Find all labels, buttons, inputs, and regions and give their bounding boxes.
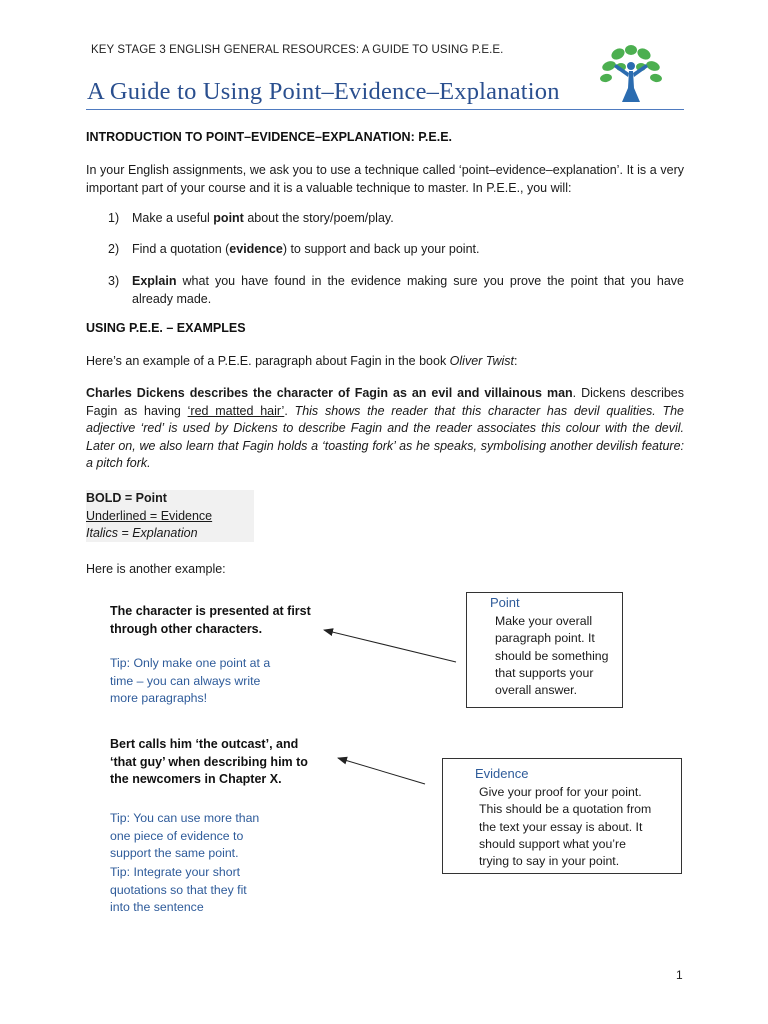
box-line: that supports your	[495, 665, 594, 680]
example-explanation: This shows the reader that this character has devil qualities. The adjective ‘red’ is used by Dickens to describe Fagin and the reader associates this colour with the devil. Later on, we also learn that Fagin holds a ‘toasting fork’ as he speaks, symbolising another devilish feature: a pitch fork.	[86, 403, 684, 470]
point-box-title: Point	[490, 595, 520, 610]
list-number: 1)	[108, 211, 120, 225]
intro-paragraph: In your English assignments, we ask you to use a technique called ‘point–evidence–explanation’. It is a very important part of your course and it is a valuable technique to master. In P.E.E., you will:	[86, 163, 684, 195]
page-number: 1	[676, 968, 683, 982]
examples-heading: USING P.E.E. – EXAMPLES	[86, 321, 246, 335]
list-text: Make a useful	[132, 211, 214, 225]
legend-italics: Italics = Explanation	[86, 526, 198, 540]
page-title: A Guide to Using Point–Evidence–Explanation	[87, 78, 560, 105]
list-text: what you have found in the evidence making sure you prove the point that you have already made.	[132, 274, 684, 306]
tip-line: Tip: Integrate your short	[110, 865, 241, 879]
list-bold: evidence	[229, 242, 283, 256]
diagram-line: Bert calls him ‘the outcast’, and	[110, 737, 299, 751]
lead-text: Here’s an example of a P.E.E. paragraph about Fagin in the book	[86, 354, 450, 368]
arrow-to-evidence	[338, 758, 425, 784]
book-title: Oliver Twist	[449, 354, 515, 368]
tip-line: one piece of evidence to	[110, 828, 244, 843]
list-bold: point	[213, 211, 244, 225]
diagram-line: the newcomers in Chapter X.	[110, 772, 282, 786]
intro-heading: INTRODUCTION TO POINT–EVIDENCE–EXPLANATION: P.E.E.	[86, 130, 453, 144]
list-text: about the story/poem/play.	[243, 211, 394, 225]
legend-bold: BOLD = Point	[86, 491, 167, 505]
list-text: Find a quotation (	[132, 242, 230, 256]
box-line: overall answer.	[495, 683, 578, 698]
example-point: Charles Dickens describes the character of Fagin as an evil and villainous man	[86, 386, 573, 400]
box-line: trying to say in your point.	[479, 854, 620, 869]
another-example-label: Here is another example:	[86, 562, 226, 576]
example-evidence: ‘red matted hair’	[187, 403, 285, 418]
box-line: paragraph point. It	[495, 631, 595, 646]
legend-underlined: Underlined = Evidence	[86, 508, 213, 523]
tip-line: Tip: You can use more than	[110, 811, 260, 825]
example-text: .	[284, 403, 295, 418]
diagram-line: through other characters.	[110, 621, 263, 636]
diagram-line: ‘that guy’ when describing him to	[110, 754, 308, 769]
list-number: 3)	[108, 274, 120, 288]
tip-line: into the sentence	[110, 900, 204, 914]
tip-line: time – you can always write	[110, 673, 261, 688]
box-line: Give your proof for your point.	[479, 785, 642, 799]
evidence-box-title: Evidence	[475, 766, 529, 781]
tip-line: support the same point.	[110, 846, 239, 860]
box-line: the text your essay is about. It	[479, 819, 643, 834]
tip-line: more paragraphs!	[110, 691, 208, 705]
tip-line: quotations so that they fit	[110, 882, 247, 897]
box-line: This should be a quotation from	[479, 802, 652, 817]
tip-line: Tip: Only make one point at a	[110, 656, 271, 670]
list-text: ) to support and back up your point.	[282, 242, 480, 256]
box-line: should support what you’re	[479, 836, 626, 851]
diagram-line: The character is presented at first	[110, 604, 311, 618]
lead-text: :	[514, 354, 518, 368]
list-number: 2)	[108, 242, 120, 256]
document-kicker: KEY STAGE 3 ENGLISH GENERAL RESOURCES: A GUIDE TO USING P.E.E.	[91, 44, 504, 56]
example-text: . Dickens describes Fagin as having	[86, 386, 685, 418]
list-bold: Explain	[132, 274, 177, 288]
box-line: Make your overall	[495, 614, 593, 628]
box-line: should be something	[495, 648, 609, 663]
arrow-to-point	[324, 630, 456, 662]
